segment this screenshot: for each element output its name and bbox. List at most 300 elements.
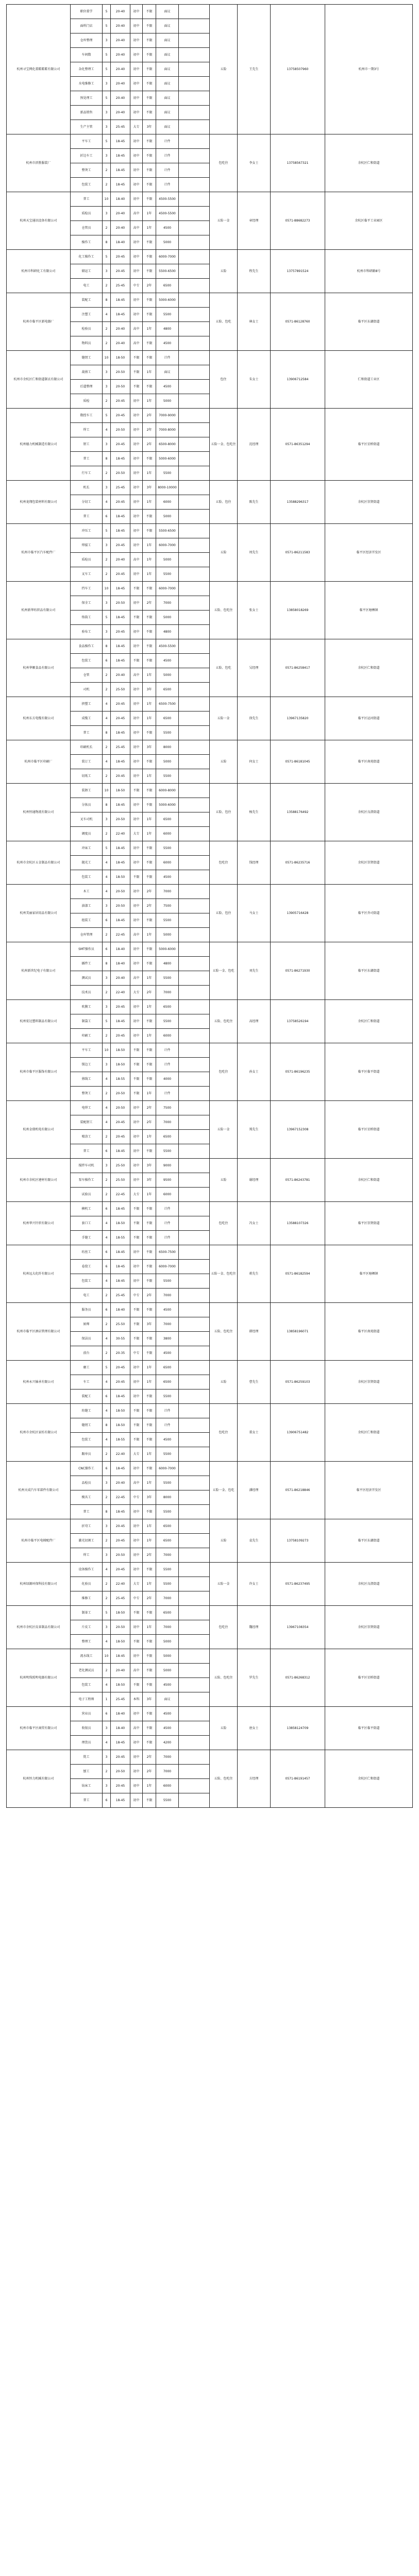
cell-remark — [179, 178, 210, 192]
cell-remark — [179, 1260, 210, 1274]
cell-age: 18-45 — [111, 611, 130, 625]
cell-position: 车工 — [71, 1375, 103, 1389]
company-name: 杭州龙翔包装材料有限公司 — [7, 481, 71, 524]
cell-address: 临平区临平街道 — [325, 1043, 413, 1101]
cell-age: 22-40 — [111, 1447, 130, 1462]
cell-count: 5 — [103, 91, 111, 106]
cell-remark — [179, 510, 210, 524]
cell-count: 6 — [103, 1245, 111, 1260]
cell-age: 18-50 — [111, 1043, 130, 1058]
cell-experience: 2年 — [143, 409, 156, 423]
cell-education: 初中 — [130, 596, 143, 611]
cell-position: 设备操作工 — [71, 1563, 103, 1577]
cell-count: 6 — [103, 942, 111, 957]
cell-remark — [179, 1678, 210, 1692]
cell-position: 试验员 — [71, 1188, 103, 1202]
cell-position: 装配工 — [71, 1389, 103, 1404]
cell-education: 初中 — [130, 106, 143, 120]
cell-contact: 王先生 — [238, 5, 271, 134]
cell-phone: 0571-86211583 — [271, 524, 325, 582]
cell-contact: 高经理 — [238, 1000, 271, 1043]
cell-position: 储运工 — [71, 264, 103, 279]
cell-count: 2 — [103, 322, 111, 336]
cell-education: 不限 — [130, 1072, 143, 1087]
cell-experience: 2年 — [143, 1289, 156, 1303]
cell-remark — [179, 755, 210, 769]
cell-education: 初中 — [130, 178, 143, 192]
cell-education: 初中 — [130, 1505, 143, 1519]
cell-age: 18-45 — [111, 1274, 130, 1289]
cell-count: 5 — [103, 1606, 111, 1620]
cell-salary: 面议 — [156, 120, 179, 134]
cell-position: 理货员 — [71, 1736, 103, 1750]
cell-count: 5 — [103, 409, 111, 423]
cell-age: 18-45 — [111, 798, 130, 812]
cell-salary: 5000 — [156, 611, 179, 625]
cell-count: 5 — [103, 134, 111, 149]
cell-position: 普工 — [71, 192, 103, 207]
table-row — [7, 740, 413, 755]
cell-count: 3 — [103, 1058, 111, 1072]
cell-remark — [179, 1332, 210, 1346]
cell-age: 20-40 — [111, 33, 130, 48]
cell-count: 2 — [103, 1087, 111, 1101]
cell-remark — [179, 1043, 210, 1058]
cell-remark — [179, 77, 210, 91]
cell-benefits: 五险一金、包吃住 — [210, 409, 238, 481]
cell-position: 插件工 — [71, 957, 103, 971]
cell-salary: 6500 — [156, 1606, 179, 1620]
cell-count: 5 — [103, 524, 111, 538]
cell-education: 初中 — [130, 841, 143, 856]
cell-salary: 6500 — [156, 1519, 179, 1534]
cell-experience: 不限 — [143, 250, 156, 264]
cell-education: 初中 — [130, 755, 143, 769]
cell-salary: 8000 — [156, 740, 179, 755]
cell-salary: 5500 — [156, 769, 179, 784]
cell-experience: 2年 — [143, 899, 156, 913]
cell-count: 2 — [103, 668, 111, 683]
cell-education: 初中 — [130, 250, 143, 264]
cell-age: 20-45 — [111, 1115, 130, 1130]
cell-age: 20-50 — [111, 1101, 130, 1115]
cell-education: 中专 — [130, 1289, 143, 1303]
cell-education: 不限 — [130, 1418, 143, 1433]
cell-count: 4 — [103, 495, 111, 510]
cell-age: 20-40 — [111, 1476, 130, 1490]
cell-benefits: 五险、包吃住 — [210, 582, 238, 639]
cell-experience: 不限 — [143, 178, 156, 192]
cell-remark — [179, 611, 210, 625]
cell-count: 4 — [103, 1216, 111, 1231]
cell-education: 高中 — [130, 1721, 143, 1736]
cell-education: 不限 — [130, 1635, 143, 1649]
cell-salary: 4800 — [156, 957, 179, 971]
cell-experience: 不限 — [143, 957, 156, 971]
cell-phone: 0571-86258417 — [271, 639, 325, 697]
cell-address: 余杭区仁和街道 — [325, 1000, 413, 1043]
cell-experience: 不限 — [143, 1303, 156, 1317]
cell-salary: 6500 — [156, 1361, 179, 1375]
cell-experience: 2年 — [143, 596, 156, 611]
cell-salary: 6000-8000 — [156, 784, 179, 798]
cell-age: 18-45 — [111, 1736, 130, 1750]
company-name: 杭州华顺食品有限公司 — [7, 639, 71, 697]
cell-education: 初中 — [130, 1793, 143, 1808]
cell-salary: 6500-7500 — [156, 697, 179, 711]
cell-education: 不限 — [130, 1332, 143, 1346]
cell-education: 初中 — [130, 19, 143, 33]
cell-remark — [179, 1231, 210, 1245]
cell-phone: 0571-86259103 — [271, 1361, 325, 1404]
cell-position: 钻床工 — [71, 1779, 103, 1793]
cell-experience: 不限 — [143, 1144, 156, 1159]
cell-experience: 不限 — [143, 149, 156, 163]
cell-education: 初中 — [130, 1736, 143, 1750]
cell-age: 20-40 — [111, 221, 130, 235]
cell-address: 临平区东湖街道 — [325, 1519, 413, 1563]
cell-position: 跟单员 — [71, 1447, 103, 1462]
cell-position: 模具工 — [71, 1490, 103, 1505]
cell-remark — [179, 1144, 210, 1159]
cell-age: 25-45 — [111, 1591, 130, 1606]
cell-remark — [179, 1087, 210, 1101]
cell-age: 18-45 — [111, 178, 130, 192]
cell-experience: 1年 — [143, 466, 156, 481]
cell-position: 铣工 — [71, 1750, 103, 1765]
cell-position: 调度员 — [71, 827, 103, 841]
cell-remark — [179, 711, 210, 726]
cell-position: 仓管 — [71, 668, 103, 683]
cell-age: 20-40 — [111, 553, 130, 567]
cell-remark — [179, 654, 210, 668]
cell-address: 临平区乔司街道 — [325, 885, 413, 942]
cell-age: 20-45 — [111, 264, 130, 279]
cell-age: 18-50 — [111, 784, 130, 798]
cell-experience: 不限 — [143, 654, 156, 668]
cell-position: 装卸工 — [71, 784, 103, 798]
cell-position: 缝纫工 — [71, 1418, 103, 1433]
cell-address: 杭州市科研路8号 — [325, 250, 413, 293]
cell-contact: 蒋先生 — [238, 1245, 271, 1303]
cell-count: 2 — [103, 1490, 111, 1505]
cell-remark — [179, 1101, 210, 1115]
cell-experience: 2年 — [143, 279, 156, 293]
cell-phone: 13758526194 — [271, 1000, 325, 1043]
cell-position: 冲压工 — [71, 524, 103, 538]
cell-education: 初中 — [130, 711, 143, 726]
cell-salary: 6000 — [156, 827, 179, 841]
cell-salary: 4500 — [156, 1433, 179, 1447]
cell-contact: 吴经理 — [238, 639, 271, 697]
cell-experience: 不限 — [143, 1072, 156, 1087]
cell-remark — [179, 856, 210, 870]
cell-position: 收银员 — [71, 1721, 103, 1736]
cell-position: 后道整理 — [71, 380, 103, 394]
company-name: 杭州华兴针织有限公司 — [7, 1202, 71, 1245]
cell-address: 临平区星桥街道 — [325, 409, 413, 481]
cell-position: 挡车工 — [71, 582, 103, 596]
cell-phone: 13588176492 — [271, 784, 325, 841]
cell-experience: 2年 — [143, 1591, 156, 1606]
cell-education: 初中 — [130, 1101, 143, 1115]
cell-contact: 李女士 — [238, 134, 271, 192]
cell-position: 质检员 — [71, 553, 103, 567]
cell-salary: 6000-7000 — [156, 1260, 179, 1274]
cell-salary: 计件 — [156, 1418, 179, 1433]
cell-salary: 7000 — [156, 1115, 179, 1130]
cell-remark — [179, 1346, 210, 1361]
cell-position: 绗缝工 — [71, 1404, 103, 1418]
cell-count: 8 — [103, 235, 111, 250]
cell-contact: 孙女士 — [238, 1043, 271, 1101]
company-name: 杭州恒通物流有限公司 — [7, 784, 71, 841]
cell-remark — [179, 524, 210, 538]
cell-experience: 2年 — [143, 1765, 156, 1779]
cell-benefits: 包住 — [210, 351, 238, 409]
cell-position: 包装工 — [71, 1678, 103, 1692]
cell-age: 20-40 — [111, 62, 130, 77]
cell-remark — [179, 668, 210, 683]
cell-remark — [179, 351, 210, 365]
cell-count: 5 — [103, 5, 111, 19]
cell-salary: 4500 — [156, 336, 179, 351]
cell-position: 水电维修工 — [71, 77, 103, 91]
cell-remark — [179, 683, 210, 697]
cell-experience: 3年 — [143, 481, 156, 495]
cell-contact: 唐女士 — [238, 1707, 271, 1750]
cell-position: 叉车工 — [71, 567, 103, 582]
table-row — [7, 5, 413, 19]
table-row — [7, 134, 413, 149]
cell-salary: 7000 — [156, 1317, 179, 1332]
cell-remark — [179, 971, 210, 986]
table-row — [7, 784, 413, 798]
cell-education: 初中 — [130, 1361, 143, 1375]
company-name: 杭州绿源环保科技有限公司 — [7, 1563, 71, 1606]
company-name: 杭州明珠照明电器有限公司 — [7, 1649, 71, 1707]
cell-position: 磨工 — [71, 1361, 103, 1375]
cell-address: 余杭区仁和街道 — [325, 1750, 413, 1808]
cell-education: 大专 — [130, 1188, 143, 1202]
cell-count: 2 — [103, 740, 111, 755]
cell-age: 20-35 — [111, 1346, 130, 1361]
cell-position: 剪线工 — [71, 1072, 103, 1087]
cell-experience: 1年 — [143, 322, 156, 336]
cell-education: 大专 — [130, 827, 143, 841]
cell-count: 2 — [103, 1765, 111, 1779]
cell-phone: 0571-88682273 — [271, 192, 325, 250]
cell-position: 平车工 — [71, 1043, 103, 1058]
cell-count: 2 — [103, 986, 111, 1000]
cell-age: 18-45 — [111, 510, 130, 524]
cell-count: 3 — [103, 899, 111, 913]
cell-count: 3 — [103, 538, 111, 553]
cell-remark — [179, 1058, 210, 1072]
cell-education: 初中 — [130, 1750, 143, 1765]
cell-phone: 0571-86191457 — [271, 1750, 325, 1808]
cell-age: 18-45 — [111, 1649, 130, 1664]
cell-position: 化工操作工 — [71, 250, 103, 264]
cell-experience: 不限 — [143, 235, 156, 250]
cell-position: 普工 — [71, 452, 103, 466]
cell-remark — [179, 582, 210, 596]
cell-remark — [179, 322, 210, 336]
cell-salary: 7000-8000 — [156, 423, 179, 437]
cell-age: 18-50 — [111, 1216, 130, 1231]
table-row — [7, 1245, 413, 1260]
cell-experience: 2年 — [143, 1101, 156, 1115]
cell-remark — [179, 1577, 210, 1591]
cell-count: 6 — [103, 654, 111, 668]
cell-count: 4 — [103, 1404, 111, 1418]
cell-position: 裁剪工 — [71, 365, 103, 380]
cell-count: 3 — [103, 207, 111, 221]
cell-position: 焊工 — [71, 423, 103, 437]
cell-count: 3 — [103, 1476, 111, 1490]
cell-count: 3 — [103, 120, 111, 134]
cell-position: 整烫工 — [71, 1087, 103, 1101]
cell-address: 临平区经济开发区 — [325, 1462, 413, 1519]
cell-remark — [179, 106, 210, 120]
cell-salary: 7000 — [156, 1591, 179, 1606]
cell-position: 喷涂工 — [71, 1130, 103, 1144]
cell-phone: 0571-86128760 — [271, 293, 325, 351]
cell-salary: 4500 — [156, 1707, 179, 1721]
cell-remark — [179, 163, 210, 178]
cell-experience: 不限 — [143, 1707, 156, 1721]
cell-experience: 不限 — [143, 308, 156, 322]
cell-age: 18-40 — [111, 1721, 130, 1736]
cell-count: 2 — [103, 1534, 111, 1548]
cell-education: 初中 — [130, 683, 143, 697]
cell-education: 初中 — [130, 1130, 143, 1144]
cell-experience: 1年 — [143, 971, 156, 986]
cell-contact: 徐先生 — [238, 697, 271, 740]
cell-benefits: 五险一金 — [210, 697, 238, 740]
cell-experience: 不限 — [143, 62, 156, 77]
cell-education: 不限 — [130, 582, 143, 596]
cell-position: 泵车操作工 — [71, 1173, 103, 1188]
cell-phone: 13858196071 — [271, 1303, 325, 1361]
cell-position: 套口工 — [71, 1216, 103, 1231]
cell-contact: 沈经理 — [238, 409, 271, 481]
cell-count: 3 — [103, 1519, 111, 1534]
cell-experience: 不限 — [143, 264, 156, 279]
cell-count: 2 — [103, 178, 111, 192]
cell-salary: 6000-7000 — [156, 1462, 179, 1476]
cell-age: 25-50 — [111, 1159, 130, 1173]
cell-remark — [179, 1765, 210, 1779]
cell-experience: 不限 — [143, 1606, 156, 1620]
cell-education: 初中 — [130, 639, 143, 654]
cell-remark — [179, 1404, 210, 1418]
cell-age: 20-45 — [111, 409, 130, 423]
cell-age: 18-50 — [111, 1635, 130, 1649]
cell-salary: 5500 — [156, 466, 179, 481]
cell-experience: 不限 — [143, 1202, 156, 1216]
cell-count: 3 — [103, 1548, 111, 1563]
cell-experience: 不限 — [143, 841, 156, 856]
cell-age: 25-50 — [111, 1173, 130, 1188]
cell-experience: 1年 — [143, 827, 156, 841]
cell-experience: 不限 — [143, 1216, 156, 1231]
cell-address: 临平区南苑街道 — [325, 1303, 413, 1361]
cell-position: 油漆工 — [71, 899, 103, 913]
cell-education: 初中 — [130, 1649, 143, 1664]
cell-position: 络筒工 — [71, 611, 103, 625]
cell-education: 不限 — [130, 1433, 143, 1447]
cell-position: 注塑工 — [71, 308, 103, 322]
cell-education: 初中 — [130, 394, 143, 409]
cell-count: 2 — [103, 221, 111, 235]
cell-salary: 6500 — [156, 279, 179, 293]
cell-phone: 0571-86268312 — [271, 1649, 325, 1707]
cell-education: 初中 — [130, 308, 143, 322]
cell-education: 高中 — [130, 971, 143, 986]
cell-address: 余杭区仁和街道 — [325, 1159, 413, 1202]
table-row — [7, 409, 413, 423]
cell-position: 流水线工 — [71, 1649, 103, 1664]
table-row — [7, 697, 413, 711]
cell-experience: 不限 — [143, 192, 156, 207]
cell-remark — [179, 1274, 210, 1289]
cell-remark — [179, 913, 210, 928]
cell-salary: 5000-6000 — [156, 798, 179, 812]
table-row — [7, 1361, 413, 1375]
cell-count: 4 — [103, 1231, 111, 1245]
cell-salary: 7000 — [156, 986, 179, 1000]
cell-count: 2 — [103, 1317, 111, 1332]
cell-education: 不限 — [130, 1678, 143, 1692]
cell-remark — [179, 33, 210, 48]
cell-salary: 6000-7000 — [156, 582, 179, 596]
cell-education: 初中 — [130, 264, 143, 279]
cell-education: 高中 — [130, 207, 143, 221]
cell-count: 2 — [103, 394, 111, 409]
cell-remark — [179, 1505, 210, 1519]
cell-experience: 3年 — [143, 1159, 156, 1173]
cell-age: 20-45 — [111, 1375, 130, 1389]
cell-age: 20-40 — [111, 207, 130, 221]
cell-age: 25-45 — [111, 481, 130, 495]
cell-education: 初中 — [130, 726, 143, 740]
cell-position: 平车工 — [71, 134, 103, 149]
cell-education: 大专 — [130, 1447, 143, 1462]
cell-age: 20-45 — [111, 538, 130, 553]
cell-experience: 不限 — [143, 1404, 156, 1418]
cell-experience: 不限 — [143, 1649, 156, 1664]
cell-contact: 张女士 — [238, 582, 271, 639]
cell-benefits: 包吃住 — [210, 1606, 238, 1649]
cell-education: 不限 — [130, 1303, 143, 1317]
cell-remark — [179, 452, 210, 466]
cell-position: 组装工 — [71, 913, 103, 928]
cell-education: 初中 — [130, 769, 143, 784]
company-name: 杭州德力机械制造有限公司 — [7, 409, 71, 481]
cell-salary: 计件 — [156, 1404, 179, 1418]
cell-remark — [179, 1793, 210, 1808]
cell-position: 包装工 — [71, 870, 103, 885]
cell-education: 初中 — [130, 942, 143, 957]
cell-education: 初中 — [130, 77, 143, 91]
cell-salary: 6500 — [156, 812, 179, 827]
cell-remark — [179, 928, 210, 942]
cell-salary: 面议 — [156, 62, 179, 77]
cell-experience: 1年 — [143, 1577, 156, 1591]
cell-count: 3 — [103, 812, 111, 827]
cell-count: 3 — [103, 1159, 111, 1173]
